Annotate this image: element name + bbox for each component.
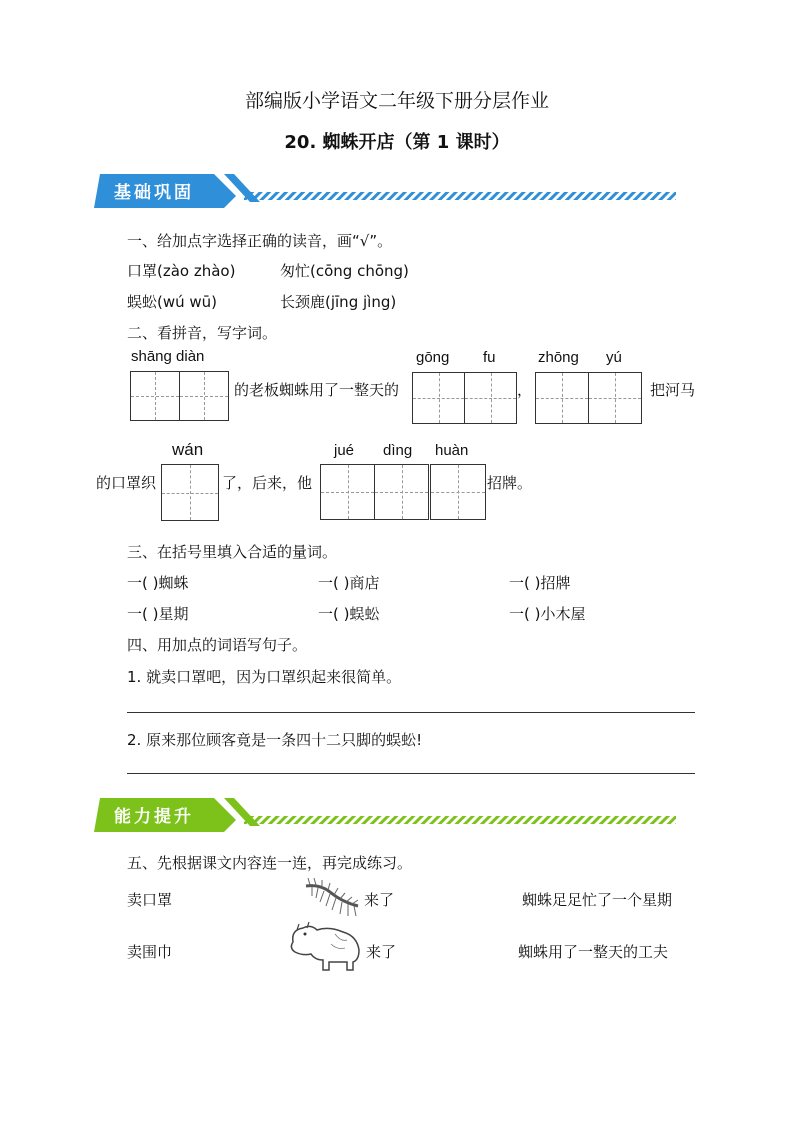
q1-item: 蜈蚣(wú wū)	[127, 293, 218, 311]
q3-heading: 三、在括号里填入合适的量词。	[127, 543, 338, 561]
q4-sentence: 2. 原来那位顾客竟是一条四十二只脚的蜈蚣!	[127, 731, 423, 749]
pinyin-label: gōng	[416, 349, 450, 366]
q3-item[interactable]: 一( )商店	[318, 574, 380, 592]
pinyin-label: dìng	[383, 442, 413, 459]
pinyin-label: yú	[606, 349, 622, 366]
section-banner-advanced	[94, 794, 684, 838]
q1-item: 口罩(zào zhào)	[127, 262, 236, 280]
q2-heading: 二、看拼音，写字词。	[127, 324, 278, 342]
q2-text: 了，后来，他	[222, 474, 313, 492]
q1-heading: 一、给加点字选择正确的读音，画“√”。	[127, 232, 393, 250]
banner-basic-label: 基础巩固	[114, 183, 194, 203]
match-right-item[interactable]: 蜘蛛足足忙了一个星期	[522, 891, 673, 909]
q3-item[interactable]: 一( )星期	[127, 605, 189, 623]
q2-text: 的口罩织	[96, 474, 157, 492]
writing-grid-shangdian[interactable]	[130, 371, 229, 421]
match-left-item[interactable]: 卖口罩	[127, 891, 173, 909]
page-title: 部编版小学语文二年级下册分层作业	[244, 90, 549, 112]
answer-line[interactable]	[127, 773, 695, 774]
q3-item[interactable]: 一( )招牌	[509, 574, 571, 592]
writing-grid-wan[interactable]	[161, 464, 219, 521]
banner-advanced-label: 能力提升	[114, 807, 194, 827]
writing-grid-jueding[interactable]	[320, 464, 429, 520]
q5-heading: 五、先根据课文内容连一连，再完成练习。	[127, 854, 413, 872]
lesson-subtitle: 20. 蜘蛛开店（第 1 课时）	[284, 132, 510, 153]
q2-comma: ，	[517, 381, 533, 399]
answer-line[interactable]	[127, 712, 695, 713]
q3-item[interactable]: 一( )蜈蚣	[318, 605, 380, 623]
writing-grid-huan[interactable]	[430, 464, 486, 520]
match-mid-item[interactable]: 来了	[364, 891, 395, 909]
q2-text: 招牌。	[487, 474, 533, 492]
pinyin-label: wán	[172, 440, 204, 459]
q1-item: 匆忙(cōng chōng)	[280, 262, 409, 280]
section-banner-basic	[94, 170, 684, 214]
writing-grid-gongfu[interactable]	[412, 372, 517, 424]
pinyin-label: huàn	[435, 442, 469, 459]
match-left-item[interactable]: 卖围巾	[127, 943, 173, 961]
pinyin-label: jué	[334, 442, 355, 459]
match-right-item[interactable]: 蜘蛛用了一整天的工夫	[518, 943, 669, 961]
q2-text: 的老板蜘蛛用了一整天的	[234, 381, 400, 399]
match-mid-item[interactable]: 来了	[366, 943, 397, 961]
writing-grid-zhongyu[interactable]	[535, 372, 642, 424]
centipede-icon	[300, 878, 364, 918]
q3-item[interactable]: 一( )蜘蛛	[127, 574, 189, 592]
pinyin-label: fu	[483, 349, 496, 366]
q2-text: 把河马	[650, 381, 696, 399]
q1-item: 长颈鹿(jīng jìng)	[280, 293, 397, 311]
hippo-icon	[285, 920, 365, 974]
pinyin-label: shāng diàn	[131, 348, 205, 365]
q3-item[interactable]: 一( )小木屋	[509, 605, 586, 623]
q4-sentence: 1. 就卖口罩吧，因为口罩织起来很简单。	[127, 668, 402, 686]
q4-heading: 四、用加点的词语写句子。	[127, 636, 308, 654]
pinyin-label: zhōng	[538, 349, 579, 366]
